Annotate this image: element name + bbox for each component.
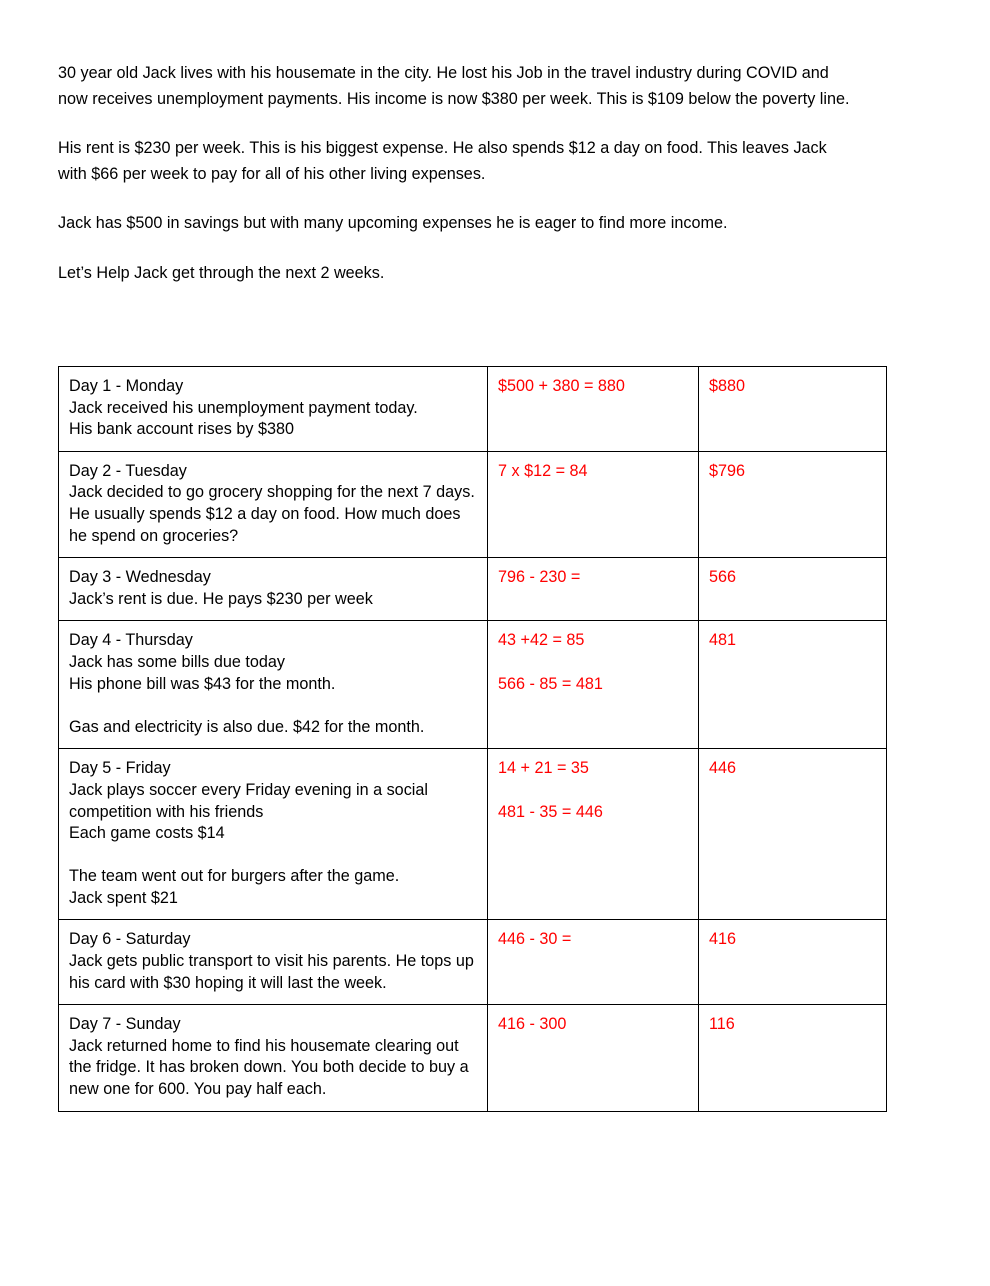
working-cell[interactable] [488, 920, 699, 1005]
scenario-line: Jack returned home to find his housemate clearing out the fridge. It has broken down. You both decide to buy a new one for 600. You pay half each. [69, 1036, 474, 1099]
balance-value: $880 [709, 377, 746, 395]
table-row [59, 367, 887, 452]
balance-cell[interactable] [699, 621, 887, 749]
day-label: Day 6 - Saturday [69, 930, 191, 949]
working-line: 446 - 30 = [498, 930, 572, 949]
scenario-line: Jack’s rent is due. He pays $230 per week [69, 589, 373, 608]
scenario-cell [59, 749, 488, 920]
day-label: Day 7 - Sunday [69, 1015, 181, 1034]
intro-paragraph: Let’s Help Jack get through the next 2 weeks. [58, 263, 385, 282]
table-row [59, 451, 887, 557]
scenario-line: Jack spent $21 [69, 888, 178, 907]
working-cell[interactable] [488, 558, 699, 621]
table-body [59, 367, 887, 1112]
scenario-line: Jack gets public transport to visit his parents. He tops up his card with $30 hoping it will last the week. [69, 952, 479, 992]
scenario-line: His phone bill was $43 for the month. [69, 674, 336, 693]
balance-cell[interactable] [699, 367, 887, 452]
day-label: Day 5 - Friday [69, 759, 171, 778]
day-label: Day 4 - Thursday [69, 631, 193, 650]
intro-paragraph: Jack has $500 in savings but with many upcoming expenses he is eager to find more income. [58, 214, 728, 233]
balance-cell[interactable] [699, 451, 887, 557]
day-label: Day 2 - Tuesday [69, 461, 187, 480]
balance-cell[interactable] [699, 920, 887, 1005]
table-row [59, 749, 887, 920]
working-line: 481 - 35 = 446 [498, 802, 603, 821]
working-cell[interactable] [488, 367, 699, 452]
intro-section [58, 61, 858, 287]
intro-paragraph: 30 year old Jack lives with his housemate in the city. He lost his Job in the travel industry during COVID and now receives unemployment payments. His income is now $380 per week. This is $109 below the poverty line. [58, 64, 850, 108]
scenario-line: Jack decided to go grocery shopping for the next 7 days. [69, 483, 475, 502]
scenario-line: Gas and electricity is also due. $42 for the month. [69, 717, 425, 736]
scenario-cell [59, 1005, 488, 1111]
scenario-line: Jack has some bills due today [69, 652, 285, 671]
working-cell[interactable] [488, 1005, 699, 1111]
scenario-cell [59, 558, 488, 621]
working-line: 566 - 85 = 481 [498, 674, 603, 693]
scenario-line: He usually spends $12 a day on food. How much does he spend on groceries? [69, 504, 465, 545]
working-cell[interactable] [488, 621, 699, 749]
working-line: 43 +42 = 85 [498, 631, 585, 650]
scenario-line: His bank account rises by $380 [69, 420, 294, 439]
scenario-cell [59, 367, 488, 452]
intro-paragraph: His rent is $230 per week. This is his biggest expense. He also spends $12 a day on food. This leaves Jack with $66 per week to pay for all of his other living expenses. [58, 139, 827, 183]
balance-value: 116 [709, 1015, 735, 1034]
day-label: Day 3 - Wednesday [69, 568, 211, 587]
daily-budget-table [58, 366, 887, 1112]
balance-value: 446 [709, 759, 737, 778]
scenario-line: Jack plays soccer every Friday evening in a social competition with his friends [69, 780, 433, 821]
balance-cell[interactable] [699, 1005, 887, 1111]
day-label: Day 1 - Monday [69, 377, 184, 395]
working-line: $500 + 380 = 880 [498, 377, 625, 395]
balance-cell[interactable] [699, 558, 887, 621]
working-line: 416 - 300 [498, 1015, 567, 1034]
scenario-line [69, 845, 477, 867]
working-cell[interactable] [488, 749, 699, 920]
scenario-cell [59, 920, 488, 1005]
working-line: 14 + 21 = 35 [498, 759, 589, 778]
table-row [59, 621, 887, 749]
scenario-cell [59, 621, 488, 749]
balance-value: 416 [709, 930, 737, 949]
balance-value: $796 [709, 461, 746, 480]
scenario-line: Each game costs $14 [69, 824, 225, 843]
scenario-line: Jack received his unemployment payment today. [69, 398, 418, 417]
working-line: 796 - 230 = [498, 568, 581, 587]
balance-cell[interactable] [699, 749, 887, 920]
table-row [59, 1005, 887, 1111]
scenario-line: The team went out for burgers after the game. [69, 867, 400, 886]
balance-value: 566 [709, 568, 737, 587]
scenario-cell [59, 451, 488, 557]
table-row [59, 558, 887, 621]
table-row [59, 920, 887, 1005]
balance-value: 481 [709, 631, 737, 650]
working-cell[interactable] [488, 451, 699, 557]
working-line: 7 x $12 = 84 [498, 461, 588, 480]
scenario-line [69, 695, 477, 717]
